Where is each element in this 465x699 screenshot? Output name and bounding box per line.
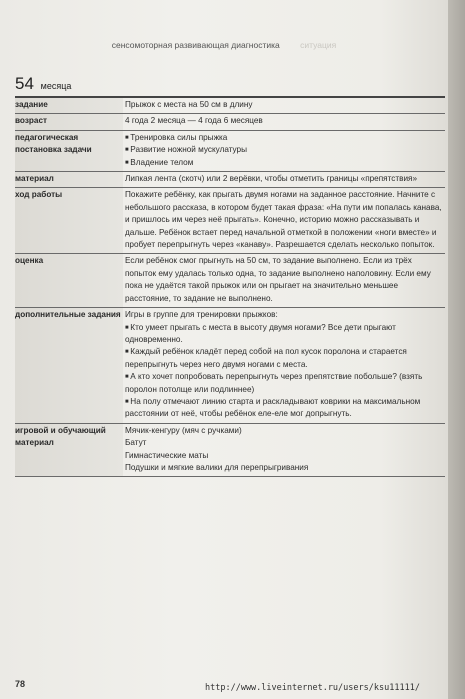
source-url: http://www.liveinternet.ru/users/ksu11111/ [205,683,420,693]
month-heading [15,74,71,94]
running-title: сенсомоторная развивающая диагностика [111,40,280,50]
task-table [15,96,445,477]
row-evaluation [15,254,445,308]
value-age: 4 года 2 месяца — 4 года 6 месяцев [125,116,263,126]
row-material [15,172,445,188]
value-evaluation: Если ребёнок смог прыгнуть на 50 см, то задание выполнено. Если из трёх попыток ему удалась только одна, то задание выполнено наполовину. Если ему пока не удаётся такой прыжок или он прыгает на значительно меньшее расстояние, то задание не выполнено. [125,256,431,303]
goal-item: ■ Тренировка силы прыжка [125,132,445,144]
extra-item: ■ Каждый ребёнок кладёт перед собой на пол кусок поролона и старается перепрыгнуть через него двумя ногами с места. [125,346,445,371]
page-gutter [448,0,465,699]
label-evaluation: оценка [15,254,123,308]
play-material-item: Мячик-кенгуру (мяч с ручками) [125,425,242,435]
label-material: материал [15,172,123,188]
extra-intro: Игры в группе для тренировки прыжков: [125,310,278,320]
label-play-material: игровой и обучающий материал [15,423,123,477]
value-procedure: Покажите ребёнку, как прыгать двумя ногами на заданное расстояние. Начните с небольшого рассказа, в котором будет такая фраза: «На пути им попалась канава, и пришлось им через неё прыгать». Конечно, историю можно рассказывать и дальше. Ребёнок встает перед начальной отметкой в положении «ноги вместе» и пробует перепрыгнуть через «канаву». Разрешается сделать несколько попыток. [125,190,442,250]
row-goals [15,130,445,171]
running-title-faint: ситуация [300,40,337,50]
play-material-item: Батут [125,438,147,448]
goal-item: ■ Владение телом [125,157,445,169]
label-extra-tasks: дополнительные задания [15,308,123,424]
row-extra-tasks [15,308,445,424]
month-unit: месяца [40,81,72,91]
value-play-material [123,423,445,477]
goal-item: ■ Развитие ножной мускулатуры [125,144,445,156]
extra-item: ■ А кто хочет попробовать перепрыгнуть через препятствие побольше? (взять поролон потолще или подлиннее) [125,371,445,396]
play-material-item: Подушки и мягкие валики для перепрыгривания [125,462,309,472]
row-age [15,114,445,130]
label-age: возраст [15,114,123,130]
row-procedure [15,188,445,254]
label-goals: педагогическая постановка задачи [15,130,123,171]
label-task: задание [15,97,123,114]
value-extra-tasks [123,308,445,424]
value-goals [123,130,445,171]
label-procedure: ход работы [15,188,123,254]
extra-item: ■ На полу отмечают линию старта и раскладывают коврики на максимальном расстоянии от неё, чтобы ребёнок еле-еле мог допрыгнуть. [125,396,445,421]
row-play-material [15,423,445,477]
value-material: Липкая лента (скотч) или 2 верёвки, чтобы отметить границы «препятствия» [125,174,418,184]
month-number: 54 [15,74,34,93]
row-task [15,97,445,114]
value-task: Прыжок с места на 50 см в длину [125,100,253,109]
play-material-item: Гимнастические маты [125,450,209,460]
page-number: 78 [15,679,26,689]
extra-item: ■ Кто умеет прыгать с места в высоту двумя ногами? Все дети прыгают одновременно. [125,322,445,347]
running-header [0,40,448,50]
